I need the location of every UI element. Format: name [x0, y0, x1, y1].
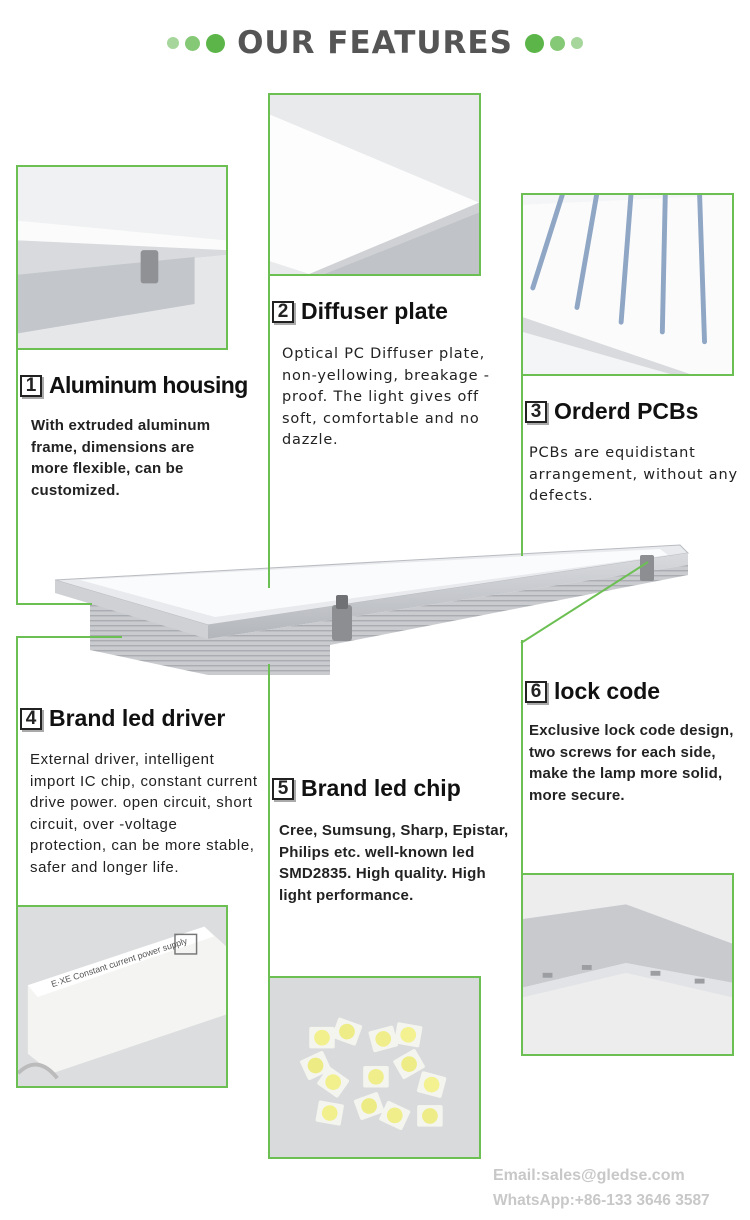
feature-1-heading [20, 372, 248, 399]
feature-5-title: Brand led chip [301, 775, 461, 801]
feature-3-heading [525, 398, 698, 425]
diffuser-plate-photo [268, 93, 481, 276]
feature-4-number: 4 [20, 708, 42, 730]
feature-4-title: Brand led driver [49, 705, 226, 731]
feature-2-heading [272, 298, 448, 325]
feature-3-title: Orderd PCBs [554, 398, 699, 424]
aluminum-housing-photo [16, 165, 228, 350]
feature-5-heading [272, 775, 461, 802]
features-header [0, 18, 750, 68]
led-driver-photo [16, 905, 228, 1088]
feature-5-number: 5 [272, 778, 294, 800]
feature-2-title: Diffuser plate [301, 298, 448, 324]
feature-4-description: External driver, intelligent import IC chip, constant current drive power. open circuit, short circuit, over -voltage protection, can be more stable, safer and longer life. [30, 751, 258, 876]
led-chip-photo [268, 976, 481, 1159]
header-dots-right [525, 34, 583, 53]
lock-code-connector [520, 560, 650, 645]
header-dots-left [167, 34, 225, 53]
feature-2-number: 2 [272, 301, 294, 323]
feature-6-description: Exclusive lock code design, two screws for each side, make the lamp more solid, more secure. [529, 722, 734, 804]
lock-code-photo [521, 873, 734, 1056]
feature-4-heading [20, 705, 225, 732]
feature-3-number: 3 [525, 401, 547, 423]
ordered-pcbs-photo [521, 193, 734, 376]
feature-6-heading [525, 678, 660, 705]
contact-whatsapp: WhatsApp:+86-133 3646 3587 [493, 1192, 710, 1209]
feature-6-number: 6 [525, 681, 547, 703]
feature-1-number: 1 [20, 375, 42, 397]
feature-2-description: Optical PC Diffuser plate, non-yellowing, breakage -proof. The light gives off soft, comfortable and no dazzle. [282, 346, 490, 448]
feature-5-description: Cree, Sumsung, Sharp, Epistar, Philips etc. well-known led SMD2835. High quality. High light performance. [279, 822, 509, 904]
contact-email: Email:sales@gledse.com [493, 1167, 685, 1184]
page-title: OUR FEATURES [237, 25, 513, 61]
feature-6-title: lock code [554, 678, 661, 704]
feature-1-description: With extruded aluminum frame, dimensions are more flexible, can be customized. [31, 417, 211, 499]
feature-1-title: Aluminum housing [49, 372, 248, 398]
feature-3-description: PCBs are equidistant arrangement, without any defects. [529, 445, 738, 504]
driver-label: E·XE Constant current power supply [49, 935, 189, 990]
